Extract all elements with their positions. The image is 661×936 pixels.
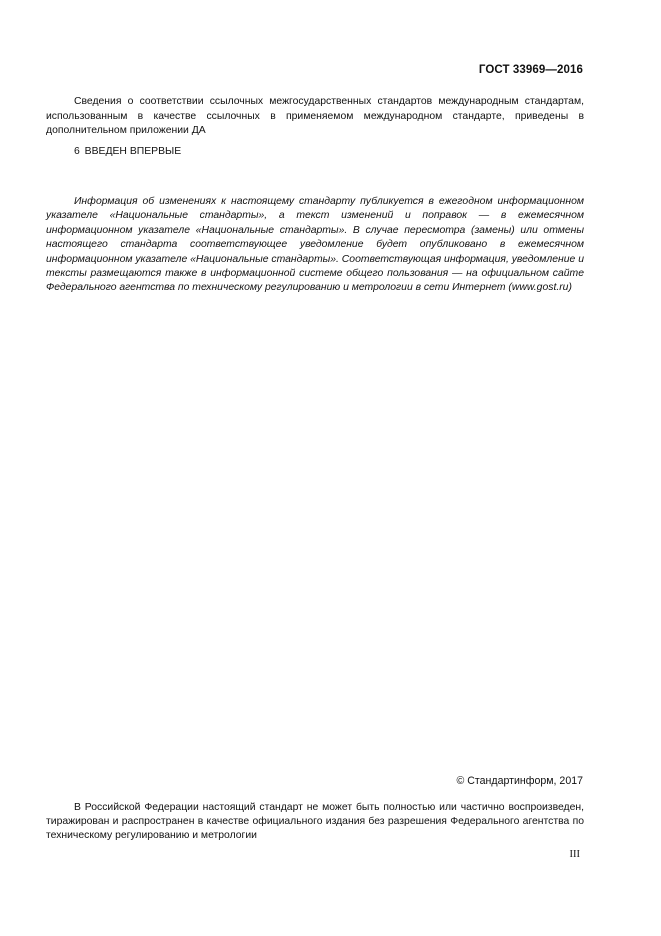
section-6-number: 6 <box>74 146 80 157</box>
page-number: III <box>569 849 580 860</box>
document-number-header: ГОСТ 33969—2016 <box>478 64 583 76</box>
refs-correspondence-paragraph: Сведения о соответствии ссылочных межгосударственных стандартов международным стандартам, использованным в качестве ссылочных в применяемом международном стандарте, приведены в дополнительном приложении ДА <box>46 96 584 137</box>
section-6-text: ВВЕДЕН ВПЕРВЫЕ <box>84 146 182 157</box>
section-6-paragraph <box>46 145 584 160</box>
changes-information-paragraph: Информация об изменениях к настоящему стандарту публикуется в ежегодном информационном указателе «Национальные стандарты», а текст изменений и поправок — в ежемесячном информационном указателе «Национальные стандарты». В случае пересмотра (замены) или отмены настоящего стандарта соответствующее уведомление будет опубликовано в ежемесячном информационном указателе «Национальные стандарты». Соответствующая информация, уведомление и тексты размещаются также в информационной системе общего пользования — на официальном сайте Федерального агентства по техническому регулированию и метрологии в сети Интернет (www.gost.ru) <box>46 196 584 294</box>
reproduction-restriction-paragraph: В Российской Федерации настоящий стандарт не может быть полностью или частично воспроизведен, тиражирован и распространен в качестве официального издания без разрешения Федерального агентства по техническому регулированию и метрологии <box>46 802 584 841</box>
copyright-notice: © Стандартинформ, 2017 <box>456 775 583 787</box>
